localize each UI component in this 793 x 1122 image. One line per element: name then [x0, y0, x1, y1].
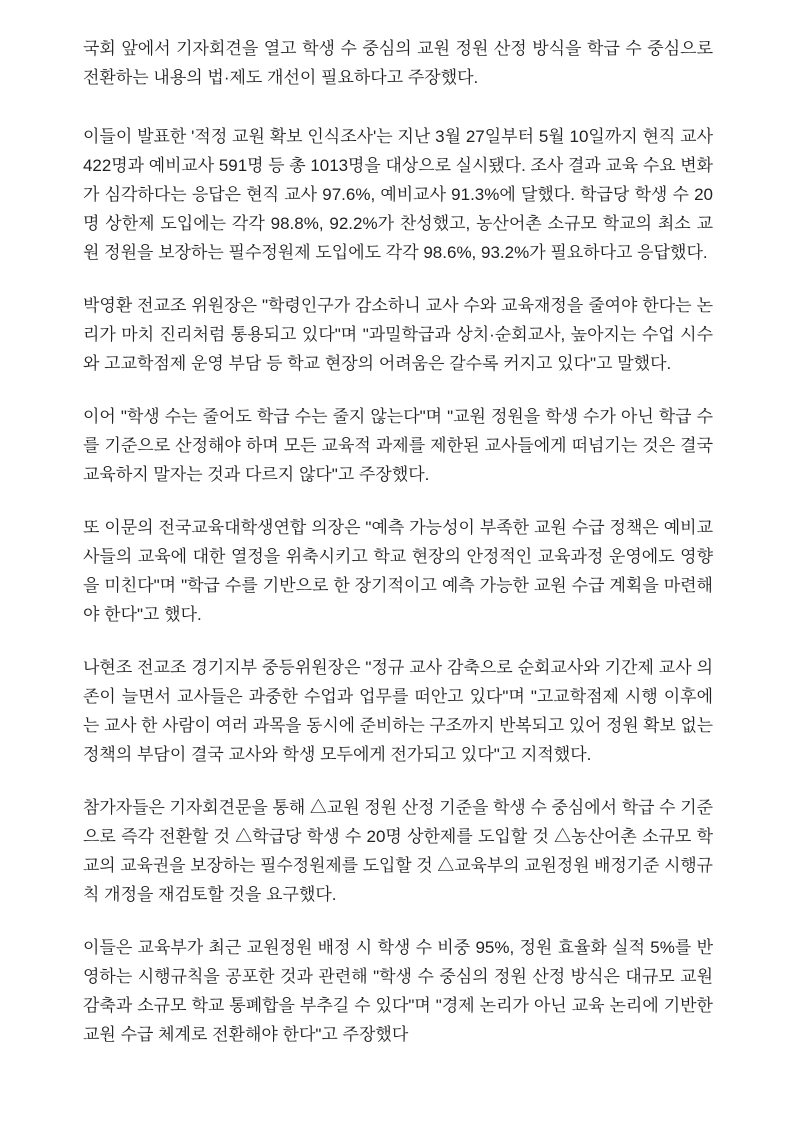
- article-line: 영하는 시행규칙을 공포한 것과 관련해 "학생 수 중심의 정원 산정 방식은 대규모 교원: [83, 967, 713, 986]
- article-line: 으로 즉각 전환할 것 △학급당 학생 수 20명 상한제를 도입할 것 △농산어촌 소규모 학: [83, 827, 713, 846]
- article-line: 이들이 발표한 '적정 교원 확보 인식조사'는 지난 3월 27일부터 5월 10일까지 현직 교사: [83, 127, 713, 146]
- article-paragraph: [83, 513, 713, 629]
- article-paragraph: [83, 793, 713, 909]
- article-paragraph: [83, 933, 713, 1049]
- article-line: 야 한다"고 했다.: [83, 605, 202, 624]
- article-body: [83, 34, 713, 1073]
- article-line: 나현조 전교조 경기지부 중등위원장은 "정규 교사 감축으로 순회교사와 기간제 교사 의: [83, 658, 713, 677]
- article-line: 교육하지 말자는 것과 다르지 않다"고 주장했다.: [83, 465, 430, 484]
- article-paragraph: [83, 122, 713, 267]
- article-line: 사들의 교육에 대한 열정을 위축시키고 학교 현장의 안정적인 교육과정 운영에도 영향: [83, 547, 713, 566]
- article-line: 을 미친다"며 "학급 수를 기반으로 한 장기적이고 예측 가능한 교원 수급 계획을 마련해: [83, 576, 713, 595]
- article-paragraph: [83, 34, 713, 92]
- article-line: 명 상한제 도입에는 각각 98.8%, 92.2%가 찬성했고, 농산어촌 소규모 학교의 최소 교: [83, 214, 713, 233]
- article-paragraph: [83, 653, 713, 769]
- article-line: 이어 "학생 수는 줄어도 학급 수는 줄지 않는다"며 "교원 정원을 학생 수가 아닌 학급 수: [83, 407, 713, 426]
- article-line: 정책의 부담이 결국 교사와 학생 모두에게 전가되고 있다"고 지적했다.: [83, 745, 592, 764]
- article-line: 를 기준으로 산정해야 하며 모든 교육적 과제를 제한된 교사들에게 떠넘기는 것은 결국: [83, 436, 713, 455]
- article-line: 리가 마치 진리처럼 통용되고 있다"며 "과밀학급과 상치·순회교사, 높아지는 수업 시수: [83, 325, 713, 344]
- article-line: 와 고교학점제 운영 부담 등 학교 현장의 어려움은 갈수록 커지고 있다"고 말했다.: [83, 354, 672, 373]
- article-line: 교원 수급 체계로 전환해야 한다"고 주장했다: [83, 1025, 409, 1044]
- article-line: 참가자들은 기자회견문을 통해 △교원 정원 산정 기준을 학생 수 중심에서 학급 수 기준: [83, 798, 713, 817]
- article-line: 가 심각하다는 응답은 현직 교사 97.6%, 예비교사 91.3%에 달했다. 학급당 학생 수 20: [83, 185, 713, 204]
- article-paragraph: [83, 402, 713, 489]
- article-line: 교의 교육권을 보장하는 필수정원제를 도입할 것 △교육부의 교원정원 배정기준 시행규: [83, 856, 713, 875]
- article-line: 원 정원을 보장하는 필수정원제 도입에도 각각 98.6%, 93.2%가 필요하다고 응답했다.: [83, 243, 708, 262]
- article-paragraph: [83, 291, 713, 378]
- article-line: 또 이문의 전국교육대학생연합 의장은 "예측 가능성이 부족한 교원 수급 정책은 예비교: [83, 518, 713, 537]
- article-line: 이들은 교육부가 최근 교원정원 배정 시 학생 수 비중 95%, 정원 효율화 실적 5%를 반: [83, 938, 713, 957]
- article-line: 감축과 소규모 학교 통폐합을 부추길 수 있다"며 "경제 논리가 아닌 교육 논리에 기반한: [83, 996, 713, 1015]
- article-line: 국회 앞에서 기자회견을 열고 학생 수 중심의 교원 정원 산정 방식을 학급 수 중심으로: [83, 39, 713, 58]
- article-line: 전환하는 내용의 법·제도 개선이 필요하다고 주장했다.: [83, 68, 479, 87]
- article-line: 박영환 전교조 위원장은 "학령인구가 감소하니 교사 수와 교육재정을 줄여야 한다는 논: [83, 296, 713, 315]
- article-line: 칙 개정을 재검토할 것을 요구했다.: [83, 885, 337, 904]
- article-line: 존이 늘면서 교사들은 과중한 수업과 업무를 떠안고 있다"며 "고교학점제 시행 이후에: [83, 687, 713, 706]
- article-line: 422명과 예비교사 591명 등 총 1013명을 대상으로 실시됐다. 조사 결과 교육 수요 변화: [83, 156, 713, 175]
- article-line: 는 교사 한 사람이 여러 과목을 동시에 준비하는 구조까지 반복되고 있어 정원 확보 없는: [83, 716, 713, 735]
